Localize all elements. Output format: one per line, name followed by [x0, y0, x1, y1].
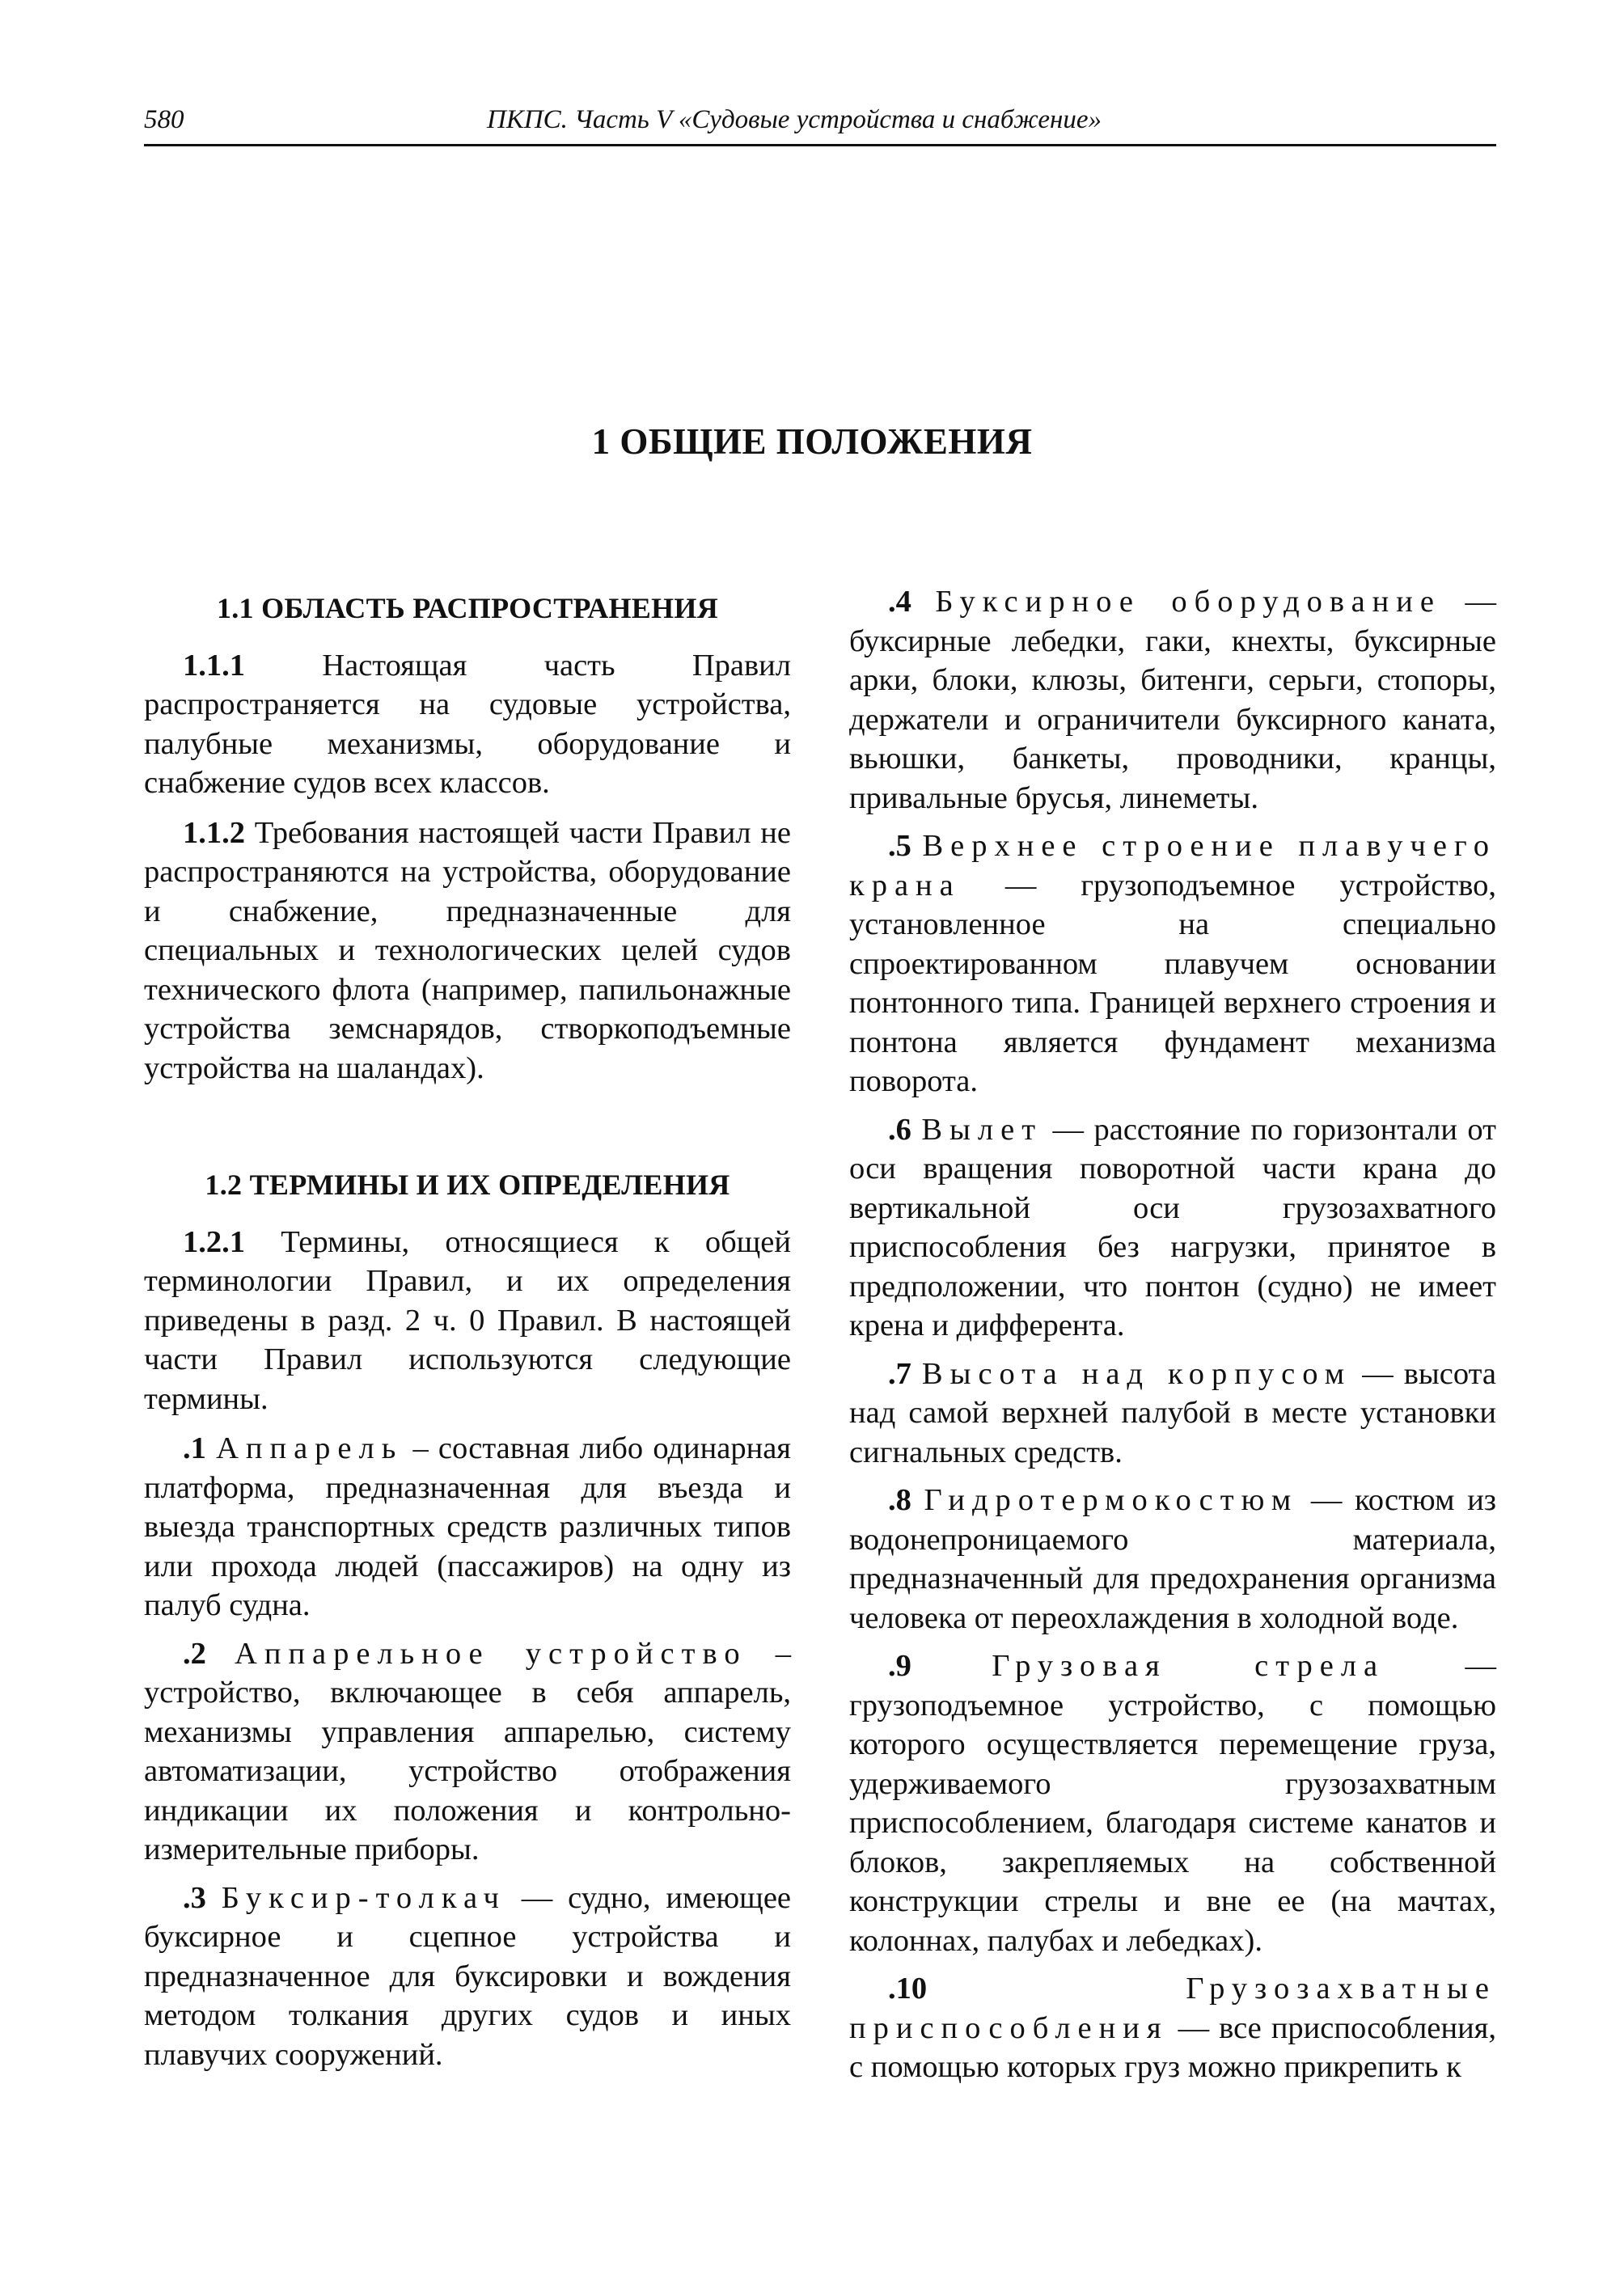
page-header [144, 95, 1496, 146]
term-number: .7 [888, 1356, 911, 1391]
clause-number: 1.1.1 [183, 648, 245, 683]
term-definition-text: — высота над самой верхней палубой в месте установки сигнальных средств. [849, 1356, 1496, 1469]
term-name: Грузовая стрела [992, 1649, 1385, 1683]
term-number: .8 [888, 1483, 911, 1517]
term-number: .10 [888, 1972, 928, 2006]
term-definition-text: — судно, имеющее буксирное и сцепное устройства и предназначенное для буксировки и вождения методом толкания других судов и иных плавучих сооружений. [144, 1880, 791, 2072]
term-number: .5 [888, 829, 911, 863]
paragraph-1-2-1 [144, 1223, 791, 1419]
term-definition-text: – составная либо одинарная платформа, предназначенная для въезда и выезда транспортных средств различных типов или прохода людей (пассажиров) на одну из палуб судна. [144, 1431, 791, 1622]
term-number: .3 [183, 1880, 206, 1915]
term-number: .6 [888, 1112, 911, 1147]
term-definition-10 [849, 1969, 1496, 2087]
running-title: ПКПС. Часть V «Судовые устройства и снабжение» [487, 105, 1102, 134]
term-definition-text: — буксирные лебедки, гаки, кнехты, буксирные арки, блоки, клюзы, битенги, серьги, стопоры, держатели и ограничители буксирного каната, вьюшки, банкеты, проводники, кранцы, привальные брусья, линеметы. [849, 585, 1497, 815]
clause-number: 1.2.1 [183, 1224, 245, 1259]
term-definition-2 [144, 1634, 791, 1870]
term-definition-text: — костюм из водонепроницаемого материала, предназначенный для предохранения организма человека от переохлаждения в холодной воде. [849, 1483, 1497, 1635]
term-definition-7 [849, 1355, 1496, 1473]
term-number: .2 [183, 1636, 206, 1671]
clause-text: Настоящая часть Правил распространяется на судовые устройства, палубные механизмы, оборудование и снабжение судов всех классов. [144, 648, 791, 800]
term-definition-3 [144, 1879, 791, 2075]
term-name: Грузозахватные приспособления [849, 1972, 1496, 2045]
page-number: 580 [144, 105, 184, 134]
term-number: .9 [888, 1649, 911, 1683]
term-name: Гидротермокостюм [924, 1483, 1299, 1517]
left-column [144, 582, 791, 2083]
term-number: .1 [183, 1431, 206, 1465]
term-definition-4 [849, 582, 1496, 818]
term-number: .4 [888, 585, 911, 619]
term-name: Буксир-толкач [221, 1880, 506, 1915]
right-column [849, 582, 1496, 2096]
chapter-title: 1 ОБЩИЕ ПОЛОЖЕНИЯ [591, 421, 1033, 462]
paragraph-1-1-1 [144, 646, 791, 803]
term-definition-text: — расстояние по горизонтали от оси вращения поворотной части крана до вертикальной оси грузозахватного приспособления без нагрузки, принятое в предположении, что понтон (судно) не имеет крена и дифферента. [849, 1112, 1496, 1342]
term-definition-text: — все приспособления, с помощью которых груз можно прикрепить к [849, 2010, 1496, 2084]
term-definition-8 [849, 1481, 1496, 1638]
term-definition-text: — грузоподъемное устройство, с помощью которого осуществляется перемещение груза, удерживаемого грузозахватным приспособлением, благодаря системе канатов и блоков, закрепляемых на собственной конструкции стрелы и вне ее (на мачтах, колоннах, палубах и лебедках). [849, 1649, 1496, 1958]
term-name: Вылет [921, 1112, 1043, 1147]
term-definition-6 [849, 1110, 1496, 1346]
term-name: Верхнее строение плавучего крана [849, 829, 1496, 902]
section-heading-1-2: 1.2 ТЕРМИНЫ И ИХ ОПРЕДЕЛЕНИЯ [205, 1169, 730, 1201]
term-definition-5 [849, 826, 1496, 1101]
term-name: Аппарель [216, 1431, 404, 1465]
section-heading-1-1: 1.1 ОБЛАСТЬ РАСПРОСТРАНЕНИЯ [216, 592, 719, 624]
clause-number: 1.1.2 [183, 815, 245, 850]
clause-text: Требования настоящей части Правил не распространяются на устройства, оборудование и снабжение, предназначенные для специальных и технологических целей судов технического флота (например, папильонажные устройства земснарядов, створкоподъемные устройства на шаландах). [144, 815, 792, 1085]
term-definition-9 [849, 1646, 1496, 1960]
term-name: Аппарельное устройство [235, 1636, 747, 1671]
clause-text: Термины, относящиеся к общей терминологии Правил, и их определения приведены в разд. 2 ч. 0 Правил. В настоящей части Правил используются следующие термины. [144, 1224, 791, 1416]
term-definition-text: — грузоподъемное устройство, установленное на специально спроектированном плавучем основании понтонного типа. Границей верхнего строения и понтона является фундамент механизма поворота. [849, 868, 1496, 1098]
term-definition-text: – устройство, включающее в себя аппарель, механизмы управления аппарелью, систему автоматизации, устройство отображения индикации их положения и контрольно-измерительные приборы. [144, 1636, 792, 1866]
term-definition-1 [144, 1429, 791, 1625]
paragraph-1-1-2 [144, 814, 791, 1088]
term-name: Высота над корпусом [921, 1356, 1352, 1391]
term-name: Буксирное оборудование [935, 585, 1441, 619]
